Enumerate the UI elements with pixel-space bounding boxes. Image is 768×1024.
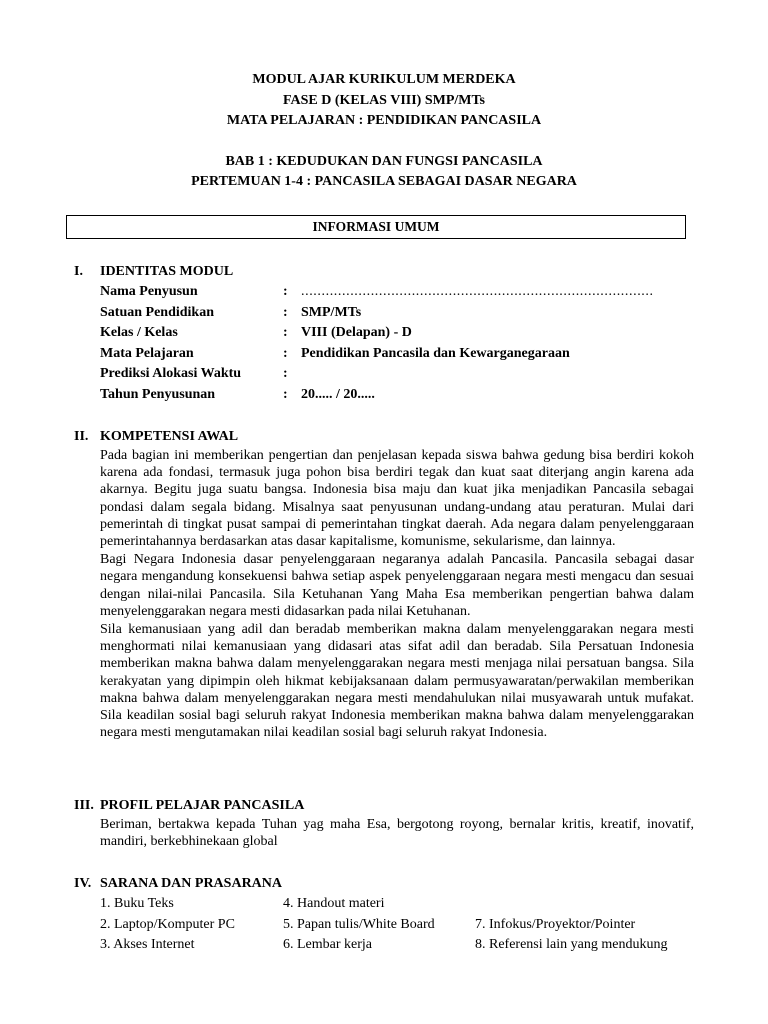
section-kompetensi xyxy=(0,427,768,742)
section-sarana xyxy=(0,874,768,956)
section-title: IDENTITAS MODUL xyxy=(100,264,234,279)
identity-colon: : xyxy=(283,304,288,320)
identity-colon: : xyxy=(283,345,288,361)
identity-row xyxy=(0,303,768,324)
identity-value: 20..... / 20..... xyxy=(301,386,375,402)
section-number: IV. xyxy=(74,876,92,891)
list-item: 4. Handout materi xyxy=(283,896,385,911)
identity-colon: : xyxy=(283,366,288,381)
identity-row xyxy=(0,323,768,344)
info-box: INFORMASI UMUM xyxy=(66,215,686,239)
identity-label: Tahun Penyusunan xyxy=(100,386,216,402)
identity-value: ...................................................................................... xyxy=(301,284,654,299)
list-item: 6. Lembar kerja xyxy=(283,937,373,952)
header-line-4: BAB 1 : KEDUDUKAN DAN FUNGSI PANCASILA xyxy=(225,153,543,169)
list-item: 3. Akses Internet xyxy=(100,937,195,952)
identity-label: Kelas / Kelas xyxy=(100,325,178,340)
facility-list xyxy=(0,894,768,956)
section-heading xyxy=(0,796,768,816)
section-number: I. xyxy=(74,264,83,279)
identity-row xyxy=(0,282,768,303)
list-row xyxy=(0,915,768,936)
identity-value: SMP/MTs xyxy=(301,304,362,320)
identity-label: Nama Penyusun xyxy=(100,284,198,299)
identity-value: VIII (Delapan) - D xyxy=(301,325,412,340)
paragraph: Sila kemanusiaan yang adil dan beradab memberikan makna dalam menyelenggarakan negara mesti menghormati nilai kemanusiaan yang didasari atas sifat adil dan beradab. Sila Persatuan Indonesia memberikan makna bahwa dalam menyelenggarakan negara mesti menjaga nilai persatuan bangsa. Sila kerakyatan yang dipimpin oleh hikmat kebijaksanaan dalam permusyawaratan/perwakilan memberikan makna bahwa dalam menyelenggarakan negara mesti mendahulukan nilai musyawarah untuk mufakat. Sila keadilan sosial bagi seluruh rakyat Indonesia memberikan makna bahwa dalam menyelenggarakan negara mesti mengutamakan nilai keadilan sosial bagi seluruh rakyat Indonesia. xyxy=(100,622,694,741)
identity-label: Mata Pelajaran xyxy=(100,345,194,361)
identity-row xyxy=(0,385,768,406)
identity-label: Satuan Pendidikan xyxy=(100,304,214,320)
section-number: II. xyxy=(74,429,89,444)
identity-label: Prediksi Alokasi Waktu xyxy=(100,366,242,381)
header-line-3: MATA PELAJARAN : PENDIDIKAN PANCASILA xyxy=(226,113,542,128)
list-item: 5. Papan tulis/White Board xyxy=(283,916,435,932)
section-profil xyxy=(0,796,768,851)
identity-colon: : xyxy=(283,386,288,402)
section-title: KOMPETENSI AWAL xyxy=(100,429,239,444)
list-item: 2. Laptop/Komputer PC xyxy=(100,916,235,932)
document-header xyxy=(0,70,768,193)
section-title: PROFIL PELAJAR PANCASILA xyxy=(100,798,305,813)
header-line-5: PERTEMUAN 1-4 : PANCASILA SEBAGAI DASAR NEGARA xyxy=(191,174,577,189)
identity-row xyxy=(0,344,768,365)
section-identitas xyxy=(0,262,768,405)
identity-colon: : xyxy=(283,325,288,340)
section-number: III. xyxy=(74,798,94,813)
list-item: 8. Referensi lain yang mendukung xyxy=(475,937,668,952)
list-item: 1. Buku Teks xyxy=(100,896,174,911)
list-row xyxy=(0,935,768,956)
paragraph: Beriman, bertakwa kepada Tuhan yag maha Esa, bergotong royong, bernalar kritis, kreatif, inovatif, mandiri, berkebhinekaan global xyxy=(100,817,694,850)
identity-row xyxy=(0,364,768,385)
list-item: 7. Infokus/Proyektor/Pointer xyxy=(475,916,636,932)
identity-colon: : xyxy=(283,284,288,299)
section-title: SARANA DAN PRASARANA xyxy=(100,876,283,891)
list-row xyxy=(0,894,768,915)
header-line-1: MODUL AJAR KURIKULUM MERDEKA xyxy=(252,72,516,87)
section-heading xyxy=(0,262,768,282)
identity-value: Pendidikan Pancasila dan Kewarganegaraan xyxy=(301,345,570,361)
header-line-2: FASE D (KELAS VIII) SMP/MTs xyxy=(282,92,485,108)
paragraph: Pada bagian ini memberikan pengertian dan penjelasan kepada siswa bahwa gedung bisa berdiri kokoh karena ada fondasi, termasuk juga pohon bisa berdiri tegak dan kuat saat diterjang angin karena ada akarnya. Begitu juga suatu bangsa. Indonesia bisa maju dan kuat jika menjadikan Pancasila sebagai pondasi dalam segala bidang. Misalnya saat penyusunan undang-undang atau peraturan. Mulai dari pemerintah di tingkat pusat sampai di pemerintahan tingkat daerah. Ada negara dalam penyelenggaraan pemerintahannya berdasarkan atas dasar kapitalisme, komunisme, sekularisme, dan lainnya. xyxy=(100,448,694,550)
section-heading xyxy=(0,874,768,894)
paragraph: Bagi Negara Indonesia dasar penyelenggaraan negaranya adalah Pancasila. Pancasila sebagai dasar negara mengandung konsekuensi bahwa setiap aspek penyelenggaraan negara mesti mengacu dan sesuai dengan nilai-nilai Pancasila. Sila Ketuhanan Yang Maha Esa memberikan pengertian bahwa dalam menyelenggarakan negara mesti didasarkan pada nilai Ketuhanan. xyxy=(100,552,694,619)
section-heading xyxy=(0,427,768,447)
